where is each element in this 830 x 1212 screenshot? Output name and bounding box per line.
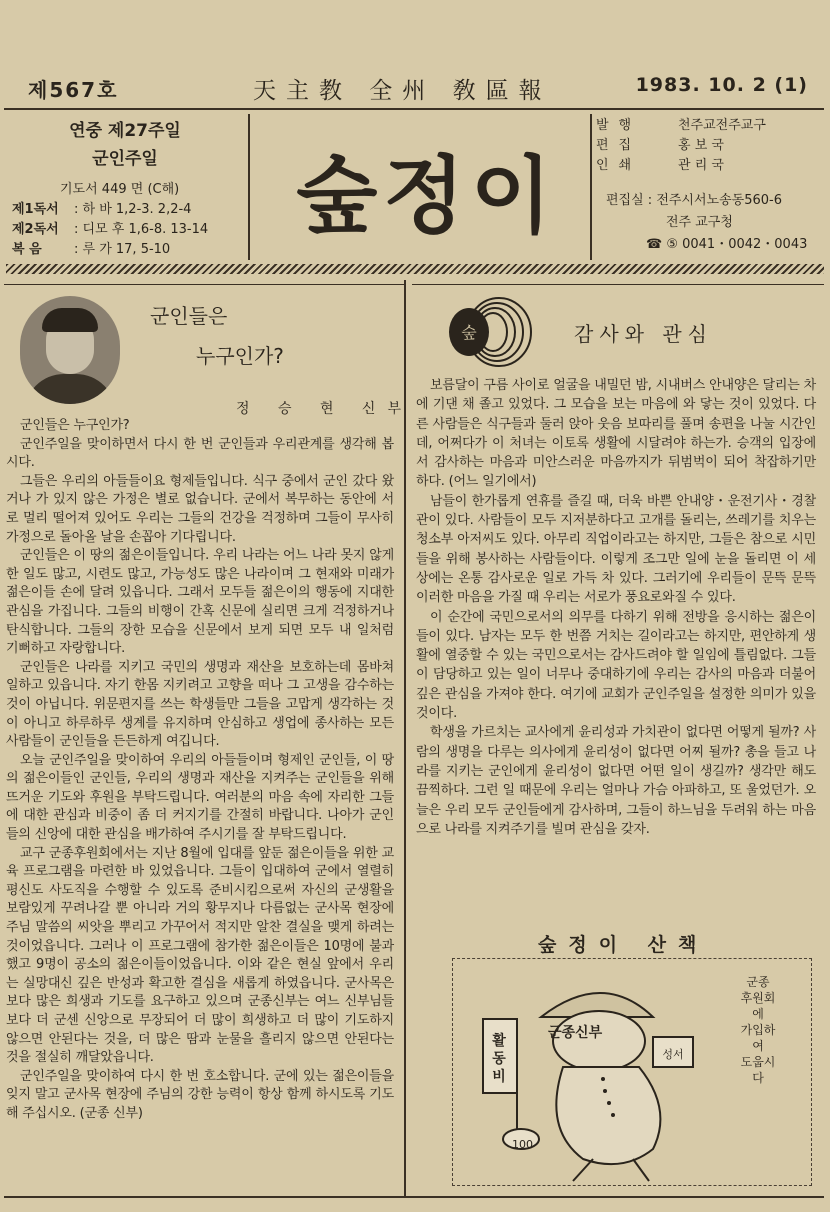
cartoon-caption [738, 974, 778, 1086]
reading-row [12, 220, 244, 240]
liturgy-occasion: 군인주일 [92, 149, 158, 169]
left-column-top-rule [4, 284, 406, 285]
masthead-divider-left [248, 114, 250, 260]
paragraph: 군인주일을 맞이하면서 다시 한 번 군인들과 우리관계를 생각해 봅시다. [6, 436, 394, 471]
issue-number: 제567호 [28, 78, 119, 102]
reading-row [12, 240, 244, 260]
publisher-value: 홍 보 국 [678, 138, 724, 153]
reading-label: 제2독서 [12, 222, 59, 237]
helmet-label: 군종신부 [548, 1025, 603, 1041]
paper-name: 天主教 全州 敎區報 [253, 78, 552, 104]
office-address: 편집실 : 전주시서노송동560-6 [606, 193, 782, 208]
forest-logo-icon [447, 296, 533, 368]
article-right-title: 감사와 관심 [574, 322, 713, 346]
publisher-row [596, 156, 820, 176]
reading-text: : 디모 후 1,6-8. 13-14 [74, 222, 209, 237]
publisher-row [596, 116, 820, 136]
header-bar [28, 66, 808, 104]
publisher-row [596, 136, 820, 156]
publisher-label: 편집 [596, 138, 642, 153]
article-left-body [6, 417, 394, 1124]
masthead-divider-right [590, 114, 592, 260]
publisher-label: 인쇄 [596, 158, 642, 173]
column-divider [404, 280, 406, 1196]
paragraph: 보름달이 구름 사이로 얼굴을 내밀던 밤, 시내버스 안내양은 달리는 차에 기댄 채 졸고 있었다. 그 모습을 보는 마음에 와 닿는 것이 있었다. 다른 사람들은 식구들과 둘러 앉아 웃음 보따리를 풀며 송편을 나눌 시간인데, 어쩌다가 이 처녀는 이토록 생활에 시달려야 하는가. 승객의 입장에서 감사하는 마음과 미안스러운 마음까지가 뒤범벅이 되어 착잡하기만 하다. (어느 일기에서) [416, 378, 816, 490]
caption-line: 군종 [746, 975, 770, 989]
reading-label: 복 음 [12, 242, 42, 257]
article-left-title-line1: 군인들은 [150, 304, 228, 328]
office-contact [596, 190, 820, 256]
article-left-title-line2: 누구인가? [196, 344, 284, 368]
paragraph: 군인들은 나라를 지키고 국민의 생명과 재산을 보호하는데 몸바쳐 일하고 있읍니다. 자기 한몸 지키려고 고향을 떠나 그 고생을 감수하는 것이 아닙니다. 위문편지를 쓰는 학생들만 그들을 고맙게 생각하는 것이 아니고 하루하루 생계를 유지하며 안심하고 생업에 종사하는 모든 사람들이 군인들을 든든하게 여깁니다. [6, 659, 394, 750]
publisher-value: 관 리 국 [678, 158, 724, 173]
hatched-divider [6, 264, 824, 274]
book-label: 성서 [662, 1048, 684, 1061]
publisher-label: 발행 [596, 118, 642, 133]
paragraph: 이 순간에 국민으로서의 의무를 다하기 위해 전방을 응시하는 젊은이들이 있다. 남자는 모두 한 번쯤 거치는 길이라고는 하지만, 편안하게 생활에 열중할 수 있는 국민으로서는 감사드려야 할 일임에 틀림없다. 그들이 담당하고 있는 일이 너무나 중대하기에 우리는 감사의 마음과 더불어 깊은 관심을 가져야 한다. 여기에 교회가 군인주일을 설정한 의미가 있을 것이다. [416, 609, 816, 722]
paragraph: 교구 군종후원회에서는 지난 8월에 입대를 앞둔 젊은이들을 위한 교육 프로그램을 마련한 바 있었읍니다. 그들이 입대하여 군에서 열렬히 평신도 사도직을 수행할 수 있도록 준비시킴으로써 자신의 군생활을 보람있게 꾸려나갈 뿐 아니라 거의 황무지나 다름없는 군사목 현장에 주님 말씀의 씨앗을 뿌리고 가꾸어서 적지만 알찬 결실을 맺게 하려는 것이었읍니다. 그러나 이 프로그램에 참가한 젊은이들은 10명에 불과했고 9명이 공소의 젊은이들이었읍니다. 이와 같은 현실 앞에서 우리는 실망대신 깊은 반성과 확고한 결심을 새롭게 하였읍니다. 군사목은 보다 많은 희생과 기도를 요구하고 있으며 군종신부는 여느 신부님들보다 더 군센 신앙으로 무장되어 더 많이 희생하고 더 많이 기도하지 않으면 안된다는 것을, 더 많은 땀과 눈물을 흘리지 않으면 안된다는 것을 절실히 깨달았읍니다. [6, 845, 394, 1066]
liturgy-week: 연중 제27주일 [69, 121, 181, 141]
reading-label: 제1독서 [12, 202, 59, 217]
office-phone: ☎ ⑤ 0041・0042・0043 [646, 237, 808, 252]
publisher-value: 천주교전주교구 [678, 118, 766, 133]
footer-rule [4, 1196, 824, 1198]
author-portrait [20, 296, 120, 404]
svg-text:숲: 숲 [461, 323, 477, 342]
caption-line: 도웁시다 [740, 1055, 776, 1085]
cartoon-section-title: 숲정이 산책 [538, 934, 709, 956]
paragraph: 남들이 한가롭게 연휴를 즐길 때, 더욱 바쁜 안내양・운전기사・경찰관이 있다. 사람들이 모두 지저분하다고 고개를 돌리는, 쓰레기를 치우는 청소부 아저씨도 있다. 아무리 직업이라고는 하지만, 그들은 참으로 시민들을 위해 봉사하는 사람들이다. 이렇게 조그만 일에 눈을 돌리면 이 세상에는 온통 감사로운 일로 가득 차 있다. 그러기에 우리들이 문뜩 문뜩 이러한 마음을 가질 때 우리는 서로가 풍요로와질 수 있다. [416, 493, 816, 606]
issue-date: 1983. 10. 2 (1) [635, 74, 808, 96]
caption-line: 후원회에 [740, 991, 776, 1021]
publisher-box [596, 116, 820, 266]
office-name: 전주 교구청 [666, 215, 733, 230]
article-right-body [416, 376, 816, 839]
sign-label: 활동비 [492, 1033, 506, 1085]
right-column-top-rule [412, 284, 824, 285]
liturgy-box [6, 114, 244, 258]
readings-list [6, 180, 244, 260]
paragraph: 군인들은 누구인가? [20, 418, 130, 433]
paragraph: 그들은 우리의 아들들이요 형제들입니다. 식구 중에서 군인 갔다 왔거나 가 있지 않은 가정은 별로 없습니다. 군에서 복무하는 동안에 서로 멀리 떨어져 있어도 우리는 그들의 건강을 걱정하며 그들이 무사히 가정으로 돌아올 날을 손꼽아 기다립니다. [6, 473, 394, 545]
caption-line: 가입하여 [740, 1023, 776, 1053]
masthead-title: 숲정이 [296, 146, 558, 245]
reading-text: : 하 바 1,2-3. 2,2-4 [74, 202, 192, 217]
header-rule [4, 108, 824, 110]
coin-label: 100 [512, 1138, 533, 1151]
paragraph: 군인들은 이 땅의 젊은이들입니다. 우리 나라는 어느 나라 못지 않게 한 일도 많고, 시련도 많고, 가능성도 많은 나라이며 그 현재와 미래가 젊은이들 손에 달려 있읍니다. 그래서 모두들 젊은이의 행동에 지대한 관심을 가집니다. 그들의 비행이 간혹 신문에 실리면 크게 걱정하거나 탄식합니다. 그들의 장한 모습을 신문에서 보게 되면 모두 내 일처럼 기뻐하고 자랑합니다. [6, 548, 394, 657]
reading-row [12, 200, 244, 220]
paragraph: 군인주일을 맞이하여 다시 한 번 호소합니다. 군에 있는 젊은이들을 잊지 말고 군사목 현장에 주님의 강한 능력이 항상 함께 하시도록 기도해 주십시오. (군종 신부) [6, 1068, 394, 1121]
prayer-book-ref: 기도서 449 면 (C해) [60, 182, 180, 197]
publisher-rows [596, 116, 820, 176]
paragraph: 오늘 군인주일을 맞이하여 우리의 아들들이며 형제인 군인들, 이 땅의 젊은이들인 군인들, 우리의 생명과 재산을 지켜주는 군인들을 위해 뜨거운 기도와 후원을 부탁드립니다. 여러분의 마음 속에 자리한 그들에 대한 관심과 비중이 좀 더 커지기를 간절히 바랍니다. 나아가 군인들의 신앙에 대한 관심을 배가하여 주시기를 잘 부탁드립니다. [6, 752, 394, 843]
article-left-byline: 정 승 현 신부 [236, 401, 413, 417]
reading-text: : 루 가 17, 5-10 [74, 242, 171, 257]
paragraph: 학생을 가르치는 교사에게 윤리성과 가치관이 없다면 어떻게 될까? 사람의 생명을 다루는 의사에게 윤리성이 없다면 어찌 될까? 총을 들고 나라를 지키는 군인에게 윤리성이 없다면 어떤 일이 생길까? 생각만 해도 끔찍하다. 그런 일 때문에 우리는 얼마나 가슴 아파하고, 또 울었던가. 오늘은 우리 모두 군인들에게 감사하며, 그들이 하느님을 두려워 하는 마음으로 나라를 지켜주기를 빌며 관심을 갖자. [416, 725, 816, 837]
